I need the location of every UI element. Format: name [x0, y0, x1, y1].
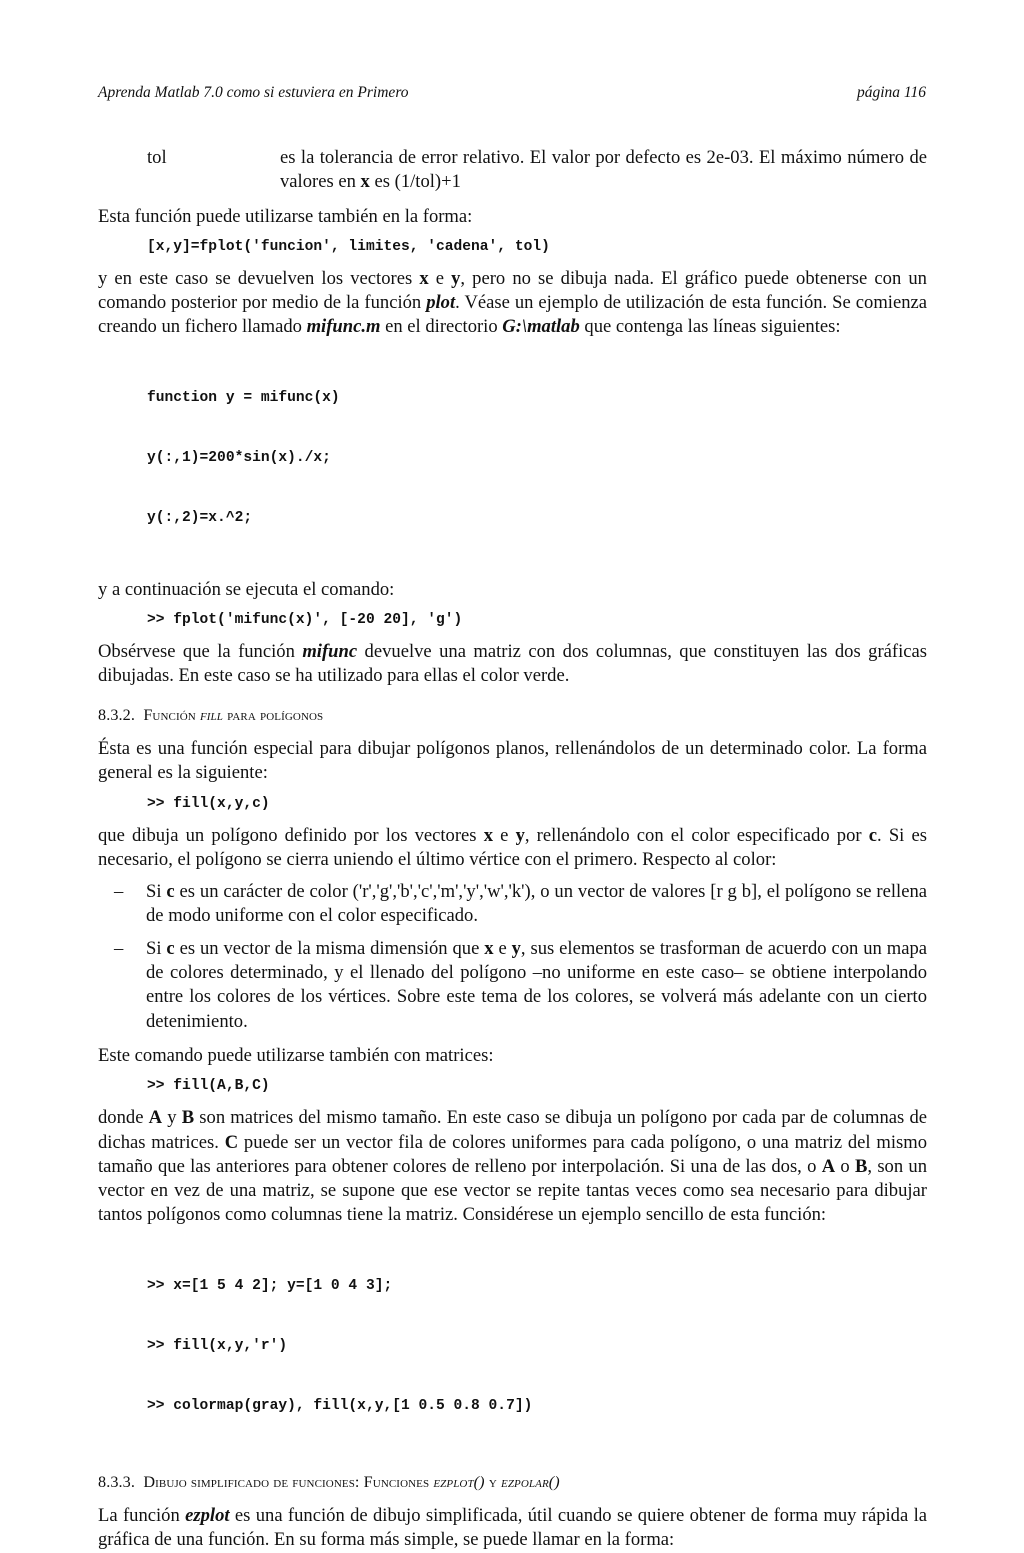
function-name-plot: plot — [426, 292, 456, 314]
tol-definition — [98, 146, 927, 195]
paragraph-fill-intro: Ésta es una función especial para dibujar polígonos planos, rellenándolos de un determinado color. La forma general es la siguiente: — [98, 737, 927, 784]
header-page-number: página 116 — [856, 84, 926, 101]
list-dash: – — [114, 881, 124, 903]
paragraph-observese: Obsérvese que la función mifunc devuelve una matriz con dos columnas, que constituyen las dos gráficas dibujadas. En este caso se ha utilizado para ellas el color verde. — [98, 641, 927, 687]
list-item-text: Si c es un carácter de color ('r','g','b','c','m','y','w','k'), o un vector de valores [r g b], el polígono se rellena de modo uniforme con el color especificado. — [146, 881, 928, 927]
code-line: >> fplot('mifunc(x)', [-20 20], 'g') — [147, 612, 463, 629]
code-line: function y = mifunc(x) — [147, 389, 340, 406]
code-block-fill — [98, 794, 927, 814]
paragraph-donde: donde A y B son matrices del mismo tamaño. En este caso se dibuja un polígono por cada par de columnas de dichas matrices. C puede ser un vector fila de colores uniformes para cada polígono, o una matriz del mismo tamaño que las anteriores para obtener colores de relleno por interpolación. Si una de las dos, o A o B, son un vector en vez de una matriz, se supone que ese vector se repite tantas veces como sea necesario para dibujar tantos polígonos como columnas tiene la matriz. Considérese un ejemplo sencillo de esta función: — [98, 1107, 928, 1226]
code-line: [x,y]=fplot('funcion', limites, 'cadena', tol) — [147, 238, 550, 255]
list-item-text: Si c es un vector de la misma dimensión que x e y, sus elementos se trasforman de acuerdo con un mapa de colores determinado, y el llenado del polígono –no uniforme en este caso– se obtiene interpolando entre los colores de los vértices. Sobre este tema de los colores, se volverá más adelante con un cierto detenimiento. — [146, 937, 927, 1032]
paragraph-matrices: Este comando puede utilizarse también con matrices: — [98, 1044, 494, 1066]
code-block-fplot-call — [98, 610, 927, 630]
page-body — [98, 146, 927, 1553]
header-title: Aprenda Matlab 7.0 como si estuviera en Primero — [98, 84, 409, 101]
list-item — [98, 880, 927, 929]
function-name-ezplot: ezplot — [185, 1505, 230, 1527]
tol-desc-text-end: es (1/tol)+1 — [369, 171, 461, 193]
file-name: mifunc.m — [306, 316, 381, 338]
code-line: y(:,2)=x.^2; — [147, 509, 253, 526]
code-block-fill-matrices — [98, 1076, 927, 1096]
list-item — [98, 937, 927, 1034]
list-dash: – — [114, 937, 124, 959]
tol-term: tol — [147, 147, 167, 168]
page-header — [98, 84, 926, 102]
code-block-mifunc — [98, 348, 927, 568]
code-line: >> fill(A,B,C) — [147, 1078, 270, 1095]
code-block-fill-example — [98, 1236, 927, 1456]
section-heading-833: 8.3.3. Dibujo simplificado de funciones: Funciones ezplot() y ezpolar() — [98, 1472, 560, 1491]
code-line: y(:,1)=200*sin(x)./x; — [147, 449, 331, 466]
paragraph-forma: Esta función puede utilizarse también en la forma: — [98, 205, 473, 227]
tol-desc-x: x — [360, 171, 370, 193]
code-line: >> colormap(gray), fill(x,y,[1 0.5 0.8 0.7]) — [147, 1397, 533, 1414]
paragraph-continuacion: y a continuación se ejecuta el comando: — [98, 578, 395, 600]
tol-desc-text: es la tolerancia de error relativo. El valor por defecto es 2e-03. El máximo número de valores en — [280, 147, 927, 193]
directory-name: G:\matlab — [502, 316, 580, 338]
section-heading-832: 8.3.2. Función fill para polígonos — [98, 705, 324, 724]
code-line: >> fill(x,y,c) — [147, 795, 270, 812]
function-name-mifunc: mifunc — [302, 641, 358, 663]
code-block-fplot-form — [98, 237, 927, 257]
code-line: >> x=[1 5 4 2]; y=[1 0 4 3]; — [147, 1277, 393, 1294]
paragraph-ezplot: La función ezplot es una función de dibujo simplificada, útil cuando se quiere obtener de forma muy rápida la gráfica de una función. En su forma más simple, se puede llamar en la forma: — [98, 1505, 927, 1551]
paragraph-devuelven: y en este caso se devuelven los vectores x e y, pero no se dibuja nada. El gráfico puede obtenerse con un comando posterior por medio de la función plot. Véase un ejemplo de utilización de esta función. Se comienza creando un fichero llamado mifunc.m en el directorio G:\matlab que contenga las líneas siguientes: — [98, 267, 927, 338]
code-line: >> fill(x,y,'r') — [147, 1337, 288, 1354]
tol-description — [280, 146, 927, 195]
paragraph-fill-def: que dibuja un polígono definido por los vectores x e y, rellenándolo con el color especificado por c. Si es necesario, el polígono se cierra uniendo el último vértice con el primero. Respecto al color: — [98, 824, 927, 870]
